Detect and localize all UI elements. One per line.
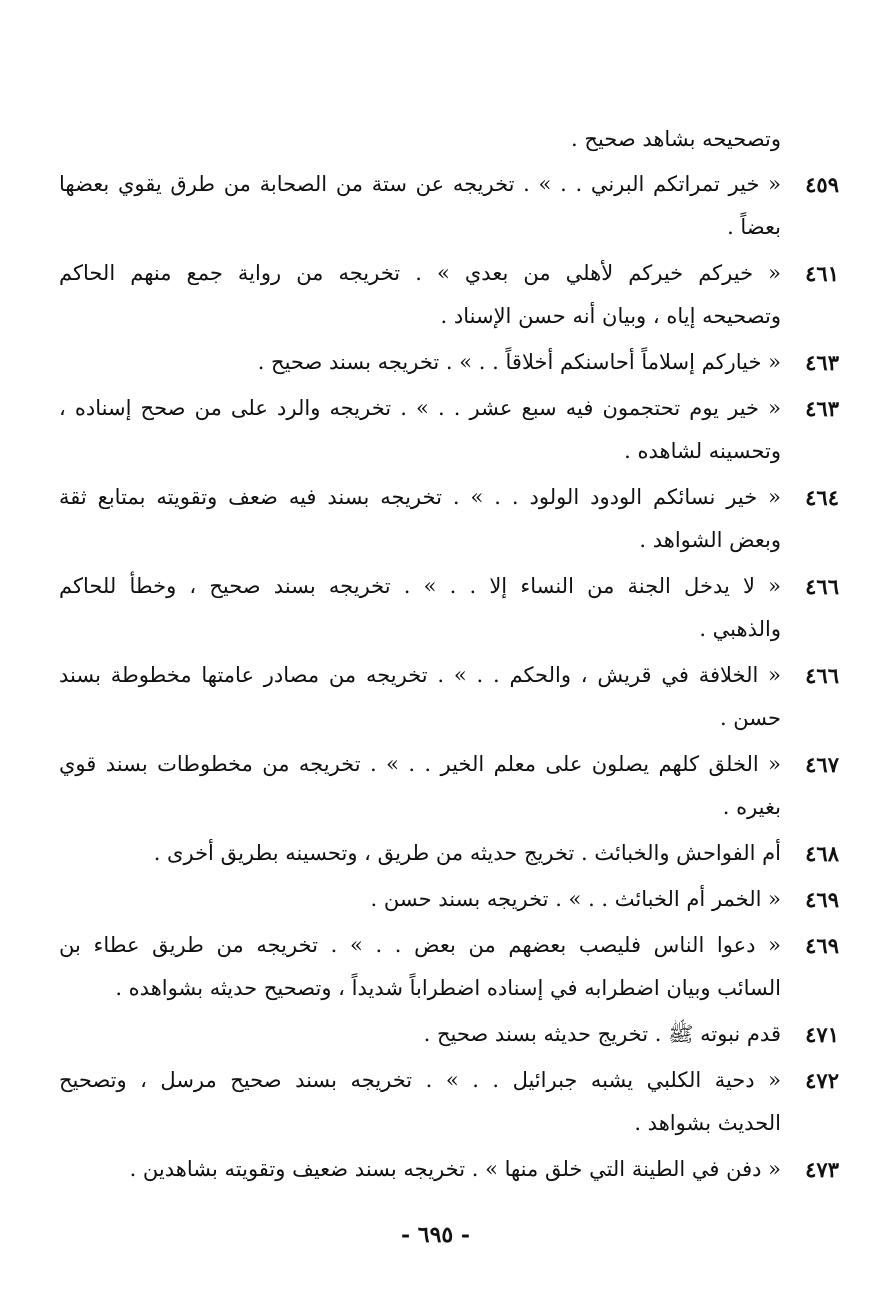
index-entry xyxy=(59,387,839,473)
entry-line: « دعوا الناس فليصب بعضهم من بعض . . » . تخريجه من طريق عطاء بن xyxy=(59,933,781,957)
index-entry xyxy=(59,476,839,562)
continuation-line: وتصحيحه بشاهد صحيح . xyxy=(571,127,781,151)
entry-line: وبعض الشواهد . xyxy=(639,528,781,552)
entry-text xyxy=(59,163,781,249)
entry-line: « دحية الكلبي يشبه جبرائيل . . » . تخريجه بسند صحيح مرسل ، وتصحيح xyxy=(59,1068,781,1092)
entry-line: « خيركم خيركم لأهلي من بعدي » . تخريجه من رواية جمع منهم الحاكم xyxy=(59,261,781,285)
entry-line: حسن . xyxy=(719,706,781,730)
entry-page-number: ٤٦٣ xyxy=(805,350,839,375)
entry-page-number: ٤٧٣ xyxy=(805,1157,839,1182)
index-entry xyxy=(59,1148,839,1191)
entry-text xyxy=(59,832,781,875)
index-entry xyxy=(59,1059,839,1145)
entry-line: « خير نسائكم الودود الولود . . » . تخريجه بسند فيه ضعف وتقويته بمتابع ثقة xyxy=(59,485,781,509)
entry-page-number: ٤٦٩ xyxy=(805,887,839,912)
page-number: - ٦٩٥ - xyxy=(400,1222,471,1248)
index-entry xyxy=(59,341,839,384)
entry-page-number: ٤٧١ xyxy=(805,1022,839,1047)
entry-page-number: ٤٥٩ xyxy=(805,172,839,197)
index-entry xyxy=(59,1013,839,1056)
entry-text xyxy=(59,341,781,384)
entry-line: « الخلق كلهم يصلون على معلم الخير . . » . تخريجه من مخطوطات بسند قوي xyxy=(59,752,781,776)
entry-line: بعضاً . xyxy=(727,215,781,239)
index-entry xyxy=(59,163,839,249)
entry-page-number: ٤٦٨ xyxy=(805,841,839,866)
entry-page-number: ٤٦٧ xyxy=(805,752,839,777)
entry-text xyxy=(59,1013,781,1056)
entry-line: « خير يوم تحتجمون فيه سبع عشر . . » . تخريجه والرد على من صحح إسناده ، xyxy=(59,396,781,420)
entry-page-number: ٤٦٣ xyxy=(805,396,839,421)
entry-text xyxy=(59,252,781,338)
entry-page-number: ٤٦٩ xyxy=(805,933,839,958)
index-entry xyxy=(59,878,839,921)
entries-list xyxy=(59,163,839,1191)
entry-line: السائب وبيان اضطرابه في إسناده اضطراباً شديداً ، وتصحيح حديثه بشواهده . xyxy=(115,976,781,1000)
index-entry xyxy=(59,252,839,338)
entry-text xyxy=(59,878,781,921)
entry-page-number: ٤٦٤ xyxy=(805,485,839,510)
entry-text xyxy=(59,565,781,651)
entry-text xyxy=(59,743,781,829)
entry-text xyxy=(59,924,781,1010)
entry-line: « دفن في الطينة التي خلق منها » . تخريجه بسند ضعيف وتقويته بشاهدين . xyxy=(129,1157,781,1181)
entry-text xyxy=(59,387,781,473)
entry-text xyxy=(59,654,781,740)
index-entry xyxy=(59,743,839,829)
entry-line: وتحسينه لشاهده . xyxy=(624,439,781,463)
entry-line: الحديث بشواهد . xyxy=(634,1111,781,1135)
entry-text xyxy=(59,476,781,562)
index-entry xyxy=(59,832,839,875)
index-entry xyxy=(59,654,839,740)
entry-page-number: ٤٧٢ xyxy=(805,1068,839,1093)
entry-line: « الخلافة في قريش ، والحكم . . » . تخريجه من مصادر عامتها مخطوطة بسند xyxy=(59,663,781,687)
entry-line: قدم نبوته ﷺ . تخريج حديثه بسند صحيح . xyxy=(423,1022,781,1046)
entry-page-number: ٤٦٦ xyxy=(805,663,839,688)
entry-line: « خياركم إسلاماً أحاسنكم أخلاقاً . . » . تخريجه بسند صحيح . xyxy=(257,350,781,374)
entry-line: وتصحيحه إياه ، وبيان أنه حسن الإسناد . xyxy=(440,304,781,328)
entry-line: « لا يدخل الجنة من النساء إلا . . » . تخريجه بسند صحيح ، وخطأ للحاكم xyxy=(59,574,781,598)
entry-text xyxy=(59,1148,781,1191)
entry-line: « الخمر أم الخبائث . . » . تخريجه بسند حسن . xyxy=(370,887,781,911)
entry-text xyxy=(59,1059,781,1145)
entry-page-number: ٤٦٦ xyxy=(805,574,839,599)
entry-line: بغيره . xyxy=(722,795,781,819)
entry-line: أم الفواحش والخبائث . تخريج حديثه من طريق ، وتحسينه بطريق أخرى . xyxy=(153,841,781,865)
index-entry xyxy=(59,924,839,1010)
entry-line: والذهبي . xyxy=(699,617,781,641)
entry-page-number: ٤٦١ xyxy=(805,261,839,286)
entry-line: « خير تمراتكم البرني . . » . تخريجه عن ستة من الصحابة من طرق يقوي بعضها xyxy=(59,172,781,196)
index-page xyxy=(59,118,839,1194)
index-entry xyxy=(59,565,839,651)
